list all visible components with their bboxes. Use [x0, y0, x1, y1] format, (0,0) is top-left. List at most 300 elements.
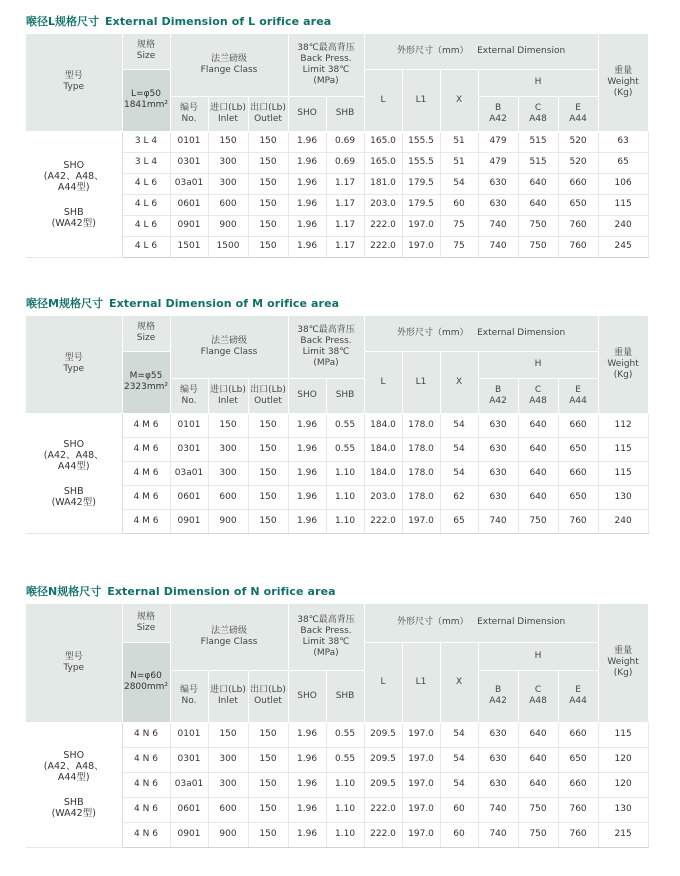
b-cell: 630	[478, 437, 518, 461]
c-cell: 640	[518, 485, 558, 509]
model-cell: 4 M 6	[122, 509, 170, 533]
size-spec: N=φ60 2800mm²	[122, 642, 170, 722]
sho-cell: 1.96	[288, 747, 326, 772]
e-cell: 650	[558, 485, 598, 509]
weight-cell: 106	[598, 173, 648, 194]
inlet-cell: 300	[208, 173, 248, 194]
inlet-cell: 300	[208, 772, 248, 797]
e-cell: 650	[558, 437, 598, 461]
no-header: 编号 No.	[170, 378, 208, 413]
x-cell: 54	[440, 461, 478, 485]
b-header: B A42	[478, 670, 518, 722]
outlet-cell: 150	[248, 797, 288, 822]
l1-cell: 197.0	[402, 747, 440, 772]
b-cell: 740	[478, 822, 518, 847]
model-cell: 4 L 6	[122, 194, 170, 215]
no-cell: 0301	[170, 437, 208, 461]
shb-cell: 1.10	[326, 822, 364, 847]
dimension-header: 外形尺寸（mm） External Dimension	[364, 604, 598, 642]
size-header: 规格 Size	[122, 604, 170, 642]
section-m	[26, 296, 648, 534]
dimension-table	[26, 604, 649, 848]
shb-variant: (WA42型)	[51, 496, 96, 508]
b-cell: 479	[478, 131, 518, 152]
x-header: X	[440, 69, 478, 131]
model-cell: 4 M 6	[122, 485, 170, 509]
weight-header: 重量 Weight (Kg)	[598, 604, 648, 722]
e-cell: 650	[558, 194, 598, 215]
dimension-header: 外形尺寸（mm） External Dimension	[364, 34, 598, 69]
flange-header: 法兰磅级 Flange Class	[170, 34, 288, 96]
e-cell: 660	[558, 173, 598, 194]
shb-cell: 0.69	[326, 152, 364, 173]
table-row	[26, 413, 648, 437]
shb-cell: 1.10	[326, 772, 364, 797]
x-cell: 54	[440, 747, 478, 772]
c-header: C A48	[518, 378, 558, 413]
shb-label: SHB	[63, 206, 84, 218]
table-body	[26, 413, 648, 533]
weight-cell: 115	[598, 437, 648, 461]
b-cell: 630	[478, 413, 518, 437]
l-cell: 222.0	[364, 797, 402, 822]
shb-header: SHB	[326, 670, 364, 722]
model-cell: 4 N 6	[122, 747, 170, 772]
sho-cell: 1.96	[288, 509, 326, 533]
model-cell: 4 M 6	[122, 461, 170, 485]
e-cell: 760	[558, 509, 598, 533]
model-cell: 3 L 4	[122, 152, 170, 173]
inlet-cell: 300	[208, 747, 248, 772]
shb-header: SHB	[326, 96, 364, 131]
sho-variants: (A42、A48、	[43, 170, 104, 182]
l1-cell: 178.0	[402, 485, 440, 509]
outlet-cell: 150	[248, 822, 288, 847]
sho-header: SHO	[288, 378, 326, 413]
inlet-cell: 900	[208, 822, 248, 847]
l1-cell: 197.0	[402, 797, 440, 822]
shb-cell: 1.17	[326, 236, 364, 257]
l-cell: 203.0	[364, 194, 402, 215]
no-cell: 0601	[170, 485, 208, 509]
e-cell: 760	[558, 797, 598, 822]
e-cell: 660	[558, 461, 598, 485]
section-title	[26, 296, 648, 312]
c-cell: 640	[518, 747, 558, 772]
inlet-cell: 150	[208, 131, 248, 152]
b-cell: 630	[478, 772, 518, 797]
sho-cell: 1.96	[288, 236, 326, 257]
no-cell: 1501	[170, 236, 208, 257]
h-header: H	[478, 351, 598, 378]
size-spec: M=φ55 2323mm²	[122, 351, 170, 413]
dimension-table	[26, 34, 649, 258]
inlet-cell: 900	[208, 215, 248, 236]
c-cell: 640	[518, 461, 558, 485]
l-cell: 203.0	[364, 485, 402, 509]
shb-cell: 0.55	[326, 437, 364, 461]
outlet-cell: 150	[248, 236, 288, 257]
b-cell: 630	[478, 722, 518, 747]
l1-cell: 197.0	[402, 509, 440, 533]
l-cell: 222.0	[364, 215, 402, 236]
inlet-cell: 150	[208, 413, 248, 437]
outlet-cell: 150	[248, 152, 288, 173]
e-cell: 660	[558, 413, 598, 437]
sho-cell: 1.96	[288, 413, 326, 437]
no-header: 编号 No.	[170, 96, 208, 131]
weight-cell: 65	[598, 152, 648, 173]
shb-cell: 0.55	[326, 722, 364, 747]
sho-label: SHO	[63, 159, 85, 171]
sho-cell: 1.96	[288, 437, 326, 461]
sho-cell: 1.96	[288, 461, 326, 485]
c-header: C A48	[518, 670, 558, 722]
section-title-en: External Dimension of M orifice area	[108, 297, 340, 310]
c-cell: 515	[518, 152, 558, 173]
l1-cell: 179.5	[402, 173, 440, 194]
sho-label: SHO	[63, 438, 85, 450]
model-cell: 4 L 6	[122, 236, 170, 257]
type-cell	[26, 413, 122, 533]
outlet-cell: 150	[248, 747, 288, 772]
l-cell: 209.5	[364, 722, 402, 747]
section-n	[26, 584, 648, 848]
sho-header: SHO	[288, 96, 326, 131]
model-cell: 3 L 4	[122, 131, 170, 152]
weight-header: 重量 Weight (Kg)	[598, 316, 648, 413]
no-cell: 0601	[170, 194, 208, 215]
l1-cell: 197.0	[402, 215, 440, 236]
l1-cell: 197.0	[402, 822, 440, 847]
type-cell	[26, 722, 122, 847]
l-cell: 165.0	[364, 152, 402, 173]
shb-cell: 1.17	[326, 215, 364, 236]
sho-cell: 1.96	[288, 485, 326, 509]
shb-cell: 1.17	[326, 173, 364, 194]
x-cell: 60	[440, 797, 478, 822]
b-cell: 740	[478, 215, 518, 236]
sho-cell: 1.96	[288, 152, 326, 173]
l-cell: 184.0	[364, 437, 402, 461]
type-header: 型号 Type	[26, 34, 122, 131]
e-cell: 760	[558, 236, 598, 257]
x-cell: 54	[440, 173, 478, 194]
sho-variants-end: A44型)	[57, 772, 90, 783]
l1-cell: 197.0	[402, 722, 440, 747]
model-cell: 4 N 6	[122, 772, 170, 797]
l-cell: 222.0	[364, 822, 402, 847]
e-cell: 660	[558, 772, 598, 797]
sho-cell: 1.96	[288, 194, 326, 215]
c-cell: 515	[518, 131, 558, 152]
c-cell: 750	[518, 236, 558, 257]
no-cell: 0901	[170, 822, 208, 847]
no-cell: 0901	[170, 215, 208, 236]
b-cell: 630	[478, 747, 518, 772]
c-cell: 640	[518, 173, 558, 194]
l-cell: 184.0	[364, 413, 402, 437]
sho-variants-end: A44型)	[57, 460, 90, 472]
section-title-en: External Dimension of L orifice area	[105, 15, 332, 28]
shb-cell: 1.10	[326, 485, 364, 509]
type-header: 型号 Type	[26, 316, 122, 413]
section-title	[26, 14, 648, 30]
c-cell: 750	[518, 509, 558, 533]
table-row	[26, 131, 648, 152]
l-cell: 209.5	[364, 772, 402, 797]
model-cell: 4 M 6	[122, 413, 170, 437]
flange-header: 法兰磅级 Flange Class	[170, 604, 288, 670]
sho-variants-end: A44型)	[57, 181, 90, 193]
no-cell: 0101	[170, 131, 208, 152]
weight-cell: 240	[598, 215, 648, 236]
x-cell: 54	[440, 413, 478, 437]
c-cell: 640	[518, 194, 558, 215]
no-cell: 03a01	[170, 173, 208, 194]
no-cell: 0301	[170, 152, 208, 173]
x-cell: 51	[440, 131, 478, 152]
no-header: 编号 No.	[170, 670, 208, 722]
l1-header: L1	[402, 69, 440, 131]
x-cell: 54	[440, 722, 478, 747]
shb-cell: 1.10	[326, 461, 364, 485]
shb-cell: 1.10	[326, 509, 364, 533]
weight-cell: 245	[598, 236, 648, 257]
b-header: B A42	[478, 378, 518, 413]
b-cell: 630	[478, 173, 518, 194]
l-cell: 222.0	[364, 236, 402, 257]
e-cell: 760	[558, 215, 598, 236]
inlet-header: 进口(Lb) Inlet	[208, 96, 248, 131]
model-cell: 4 N 6	[122, 822, 170, 847]
table-body	[26, 722, 648, 847]
inlet-cell: 900	[208, 509, 248, 533]
model-cell: 4 N 6	[122, 722, 170, 747]
sho-cell: 1.96	[288, 173, 326, 194]
section-title-cn: 喉径M规格尺寸	[26, 297, 103, 310]
c-cell: 640	[518, 413, 558, 437]
inlet-cell: 300	[208, 152, 248, 173]
back-press-header: 38℃最高背压 Back Press. Limit 38℃ (MPa)	[288, 34, 364, 96]
section-title-cn: 喉径L规格尺寸	[26, 15, 100, 28]
weight-cell: 120	[598, 772, 648, 797]
l1-cell: 155.5	[402, 152, 440, 173]
b-cell: 630	[478, 461, 518, 485]
l1-cell: 155.5	[402, 131, 440, 152]
outlet-cell: 150	[248, 509, 288, 533]
no-cell: 0301	[170, 747, 208, 772]
size-header: 规格 Size	[122, 34, 170, 69]
section-title-cn: 喉径N规格尺寸	[26, 585, 102, 598]
e-cell: 650	[558, 747, 598, 772]
shb-variant: (WA42型)	[51, 808, 96, 819]
sho-cell: 1.96	[288, 797, 326, 822]
c-cell: 640	[518, 437, 558, 461]
weight-cell: 130	[598, 485, 648, 509]
l-cell: 222.0	[364, 509, 402, 533]
no-cell: 0101	[170, 722, 208, 747]
weight-header: 重量 Weight (Kg)	[598, 34, 648, 131]
sho-variants: (A42、A48、	[43, 449, 104, 461]
shb-cell: 0.55	[326, 747, 364, 772]
no-cell: 03a01	[170, 461, 208, 485]
l1-cell: 178.0	[402, 437, 440, 461]
outlet-cell: 150	[248, 131, 288, 152]
weight-cell: 215	[598, 822, 648, 847]
c-cell: 750	[518, 797, 558, 822]
l-header: L	[364, 69, 402, 131]
x-cell: 51	[440, 152, 478, 173]
x-cell: 75	[440, 215, 478, 236]
inlet-header: 进口(Lb) Inlet	[208, 378, 248, 413]
weight-cell: 120	[598, 747, 648, 772]
weight-cell: 115	[598, 461, 648, 485]
type-cell	[26, 131, 122, 257]
sho-cell: 1.96	[288, 131, 326, 152]
shb-cell: 0.55	[326, 413, 364, 437]
shb-label: SHB	[63, 485, 84, 497]
type-header: 型号 Type	[26, 604, 122, 722]
weight-cell: 240	[598, 509, 648, 533]
outlet-header: 出口(Lb) Outlet	[248, 670, 288, 722]
b-header: B A42	[478, 96, 518, 131]
sho-cell: 1.96	[288, 772, 326, 797]
h-header: H	[478, 642, 598, 670]
size-spec: L=φ50 1841mm²	[122, 69, 170, 131]
outlet-cell: 150	[248, 485, 288, 509]
inlet-cell: 600	[208, 194, 248, 215]
b-cell: 740	[478, 797, 518, 822]
dimension-table	[26, 316, 649, 534]
e-cell: 660	[558, 722, 598, 747]
e-header: E A44	[558, 96, 598, 131]
e-cell: 520	[558, 152, 598, 173]
shb-cell: 1.17	[326, 194, 364, 215]
b-cell: 740	[478, 236, 518, 257]
shb-cell: 1.10	[326, 797, 364, 822]
b-cell: 740	[478, 509, 518, 533]
l1-header: L1	[402, 351, 440, 413]
l-cell: 209.5	[364, 747, 402, 772]
sho-cell: 1.96	[288, 215, 326, 236]
b-cell: 479	[478, 152, 518, 173]
x-header: X	[440, 642, 478, 722]
model-cell: 4 M 6	[122, 437, 170, 461]
section-title-en: External Dimension of N orifice area	[107, 585, 336, 598]
no-cell: 0601	[170, 797, 208, 822]
x-cell: 65	[440, 509, 478, 533]
l-header: L	[364, 351, 402, 413]
table-row	[26, 722, 648, 747]
outlet-cell: 150	[248, 215, 288, 236]
no-cell: 03a01	[170, 772, 208, 797]
c-header: C A48	[518, 96, 558, 131]
l-header: L	[364, 642, 402, 722]
sho-header: SHO	[288, 670, 326, 722]
b-cell: 630	[478, 485, 518, 509]
h-header: H	[478, 69, 598, 96]
x-cell: 75	[440, 236, 478, 257]
outlet-header: 出口(Lb) Outlet	[248, 96, 288, 131]
l1-cell: 197.0	[402, 236, 440, 257]
c-cell: 750	[518, 822, 558, 847]
back-press-header: 38℃最高背压 Back Press. Limit 38℃ (MPa)	[288, 316, 364, 378]
l1-cell: 197.0	[402, 772, 440, 797]
weight-cell: 115	[598, 722, 648, 747]
x-cell: 60	[440, 194, 478, 215]
inlet-cell: 1500	[208, 236, 248, 257]
weight-cell: 112	[598, 413, 648, 437]
inlet-header: 进口(Lb) Inlet	[208, 670, 248, 722]
inlet-cell: 300	[208, 461, 248, 485]
model-cell: 4 L 6	[122, 215, 170, 236]
e-header: E A44	[558, 378, 598, 413]
weight-cell: 115	[598, 194, 648, 215]
e-header: E A44	[558, 670, 598, 722]
l-cell: 181.0	[364, 173, 402, 194]
l1-cell: 179.5	[402, 194, 440, 215]
l1-header: L1	[402, 642, 440, 722]
weight-cell: 63	[598, 131, 648, 152]
x-cell: 54	[440, 437, 478, 461]
no-cell: 0101	[170, 413, 208, 437]
inlet-cell: 600	[208, 797, 248, 822]
x-header: X	[440, 351, 478, 413]
outlet-cell: 150	[248, 772, 288, 797]
model-cell: 4 N 6	[122, 797, 170, 822]
outlet-cell: 150	[248, 722, 288, 747]
sho-cell: 1.96	[288, 722, 326, 747]
b-cell: 630	[478, 194, 518, 215]
outlet-header: 出口(Lb) Outlet	[248, 378, 288, 413]
flange-header: 法兰磅级 Flange Class	[170, 316, 288, 378]
l-cell: 165.0	[364, 131, 402, 152]
x-cell: 60	[440, 822, 478, 847]
e-cell: 520	[558, 131, 598, 152]
model-cell: 4 L 6	[122, 173, 170, 194]
c-cell: 750	[518, 215, 558, 236]
c-cell: 640	[518, 772, 558, 797]
no-cell: 0901	[170, 509, 208, 533]
dimension-header: 外形尺寸（mm） External Dimension	[364, 316, 598, 351]
e-cell: 760	[558, 822, 598, 847]
section-l	[26, 14, 648, 258]
shb-header: SHB	[326, 378, 364, 413]
section-title	[26, 584, 648, 600]
outlet-cell: 150	[248, 194, 288, 215]
sho-label: SHO	[63, 750, 85, 761]
l-cell: 184.0	[364, 461, 402, 485]
shb-variant: (WA42型)	[51, 217, 96, 229]
shb-label: SHB	[63, 797, 84, 808]
x-cell: 62	[440, 485, 478, 509]
outlet-cell: 150	[248, 173, 288, 194]
c-cell: 640	[518, 722, 558, 747]
inlet-cell: 600	[208, 485, 248, 509]
l1-cell: 178.0	[402, 413, 440, 437]
outlet-cell: 150	[248, 437, 288, 461]
weight-cell: 130	[598, 797, 648, 822]
inlet-cell: 150	[208, 722, 248, 747]
sho-cell: 1.96	[288, 822, 326, 847]
back-press-header: 38℃最高背压 Back Press. Limit 38℃ (MPa)	[288, 604, 364, 670]
l1-cell: 178.0	[402, 461, 440, 485]
size-header: 规格 Size	[122, 316, 170, 351]
outlet-cell: 150	[248, 461, 288, 485]
shb-cell: 0.69	[326, 131, 364, 152]
inlet-cell: 300	[208, 437, 248, 461]
